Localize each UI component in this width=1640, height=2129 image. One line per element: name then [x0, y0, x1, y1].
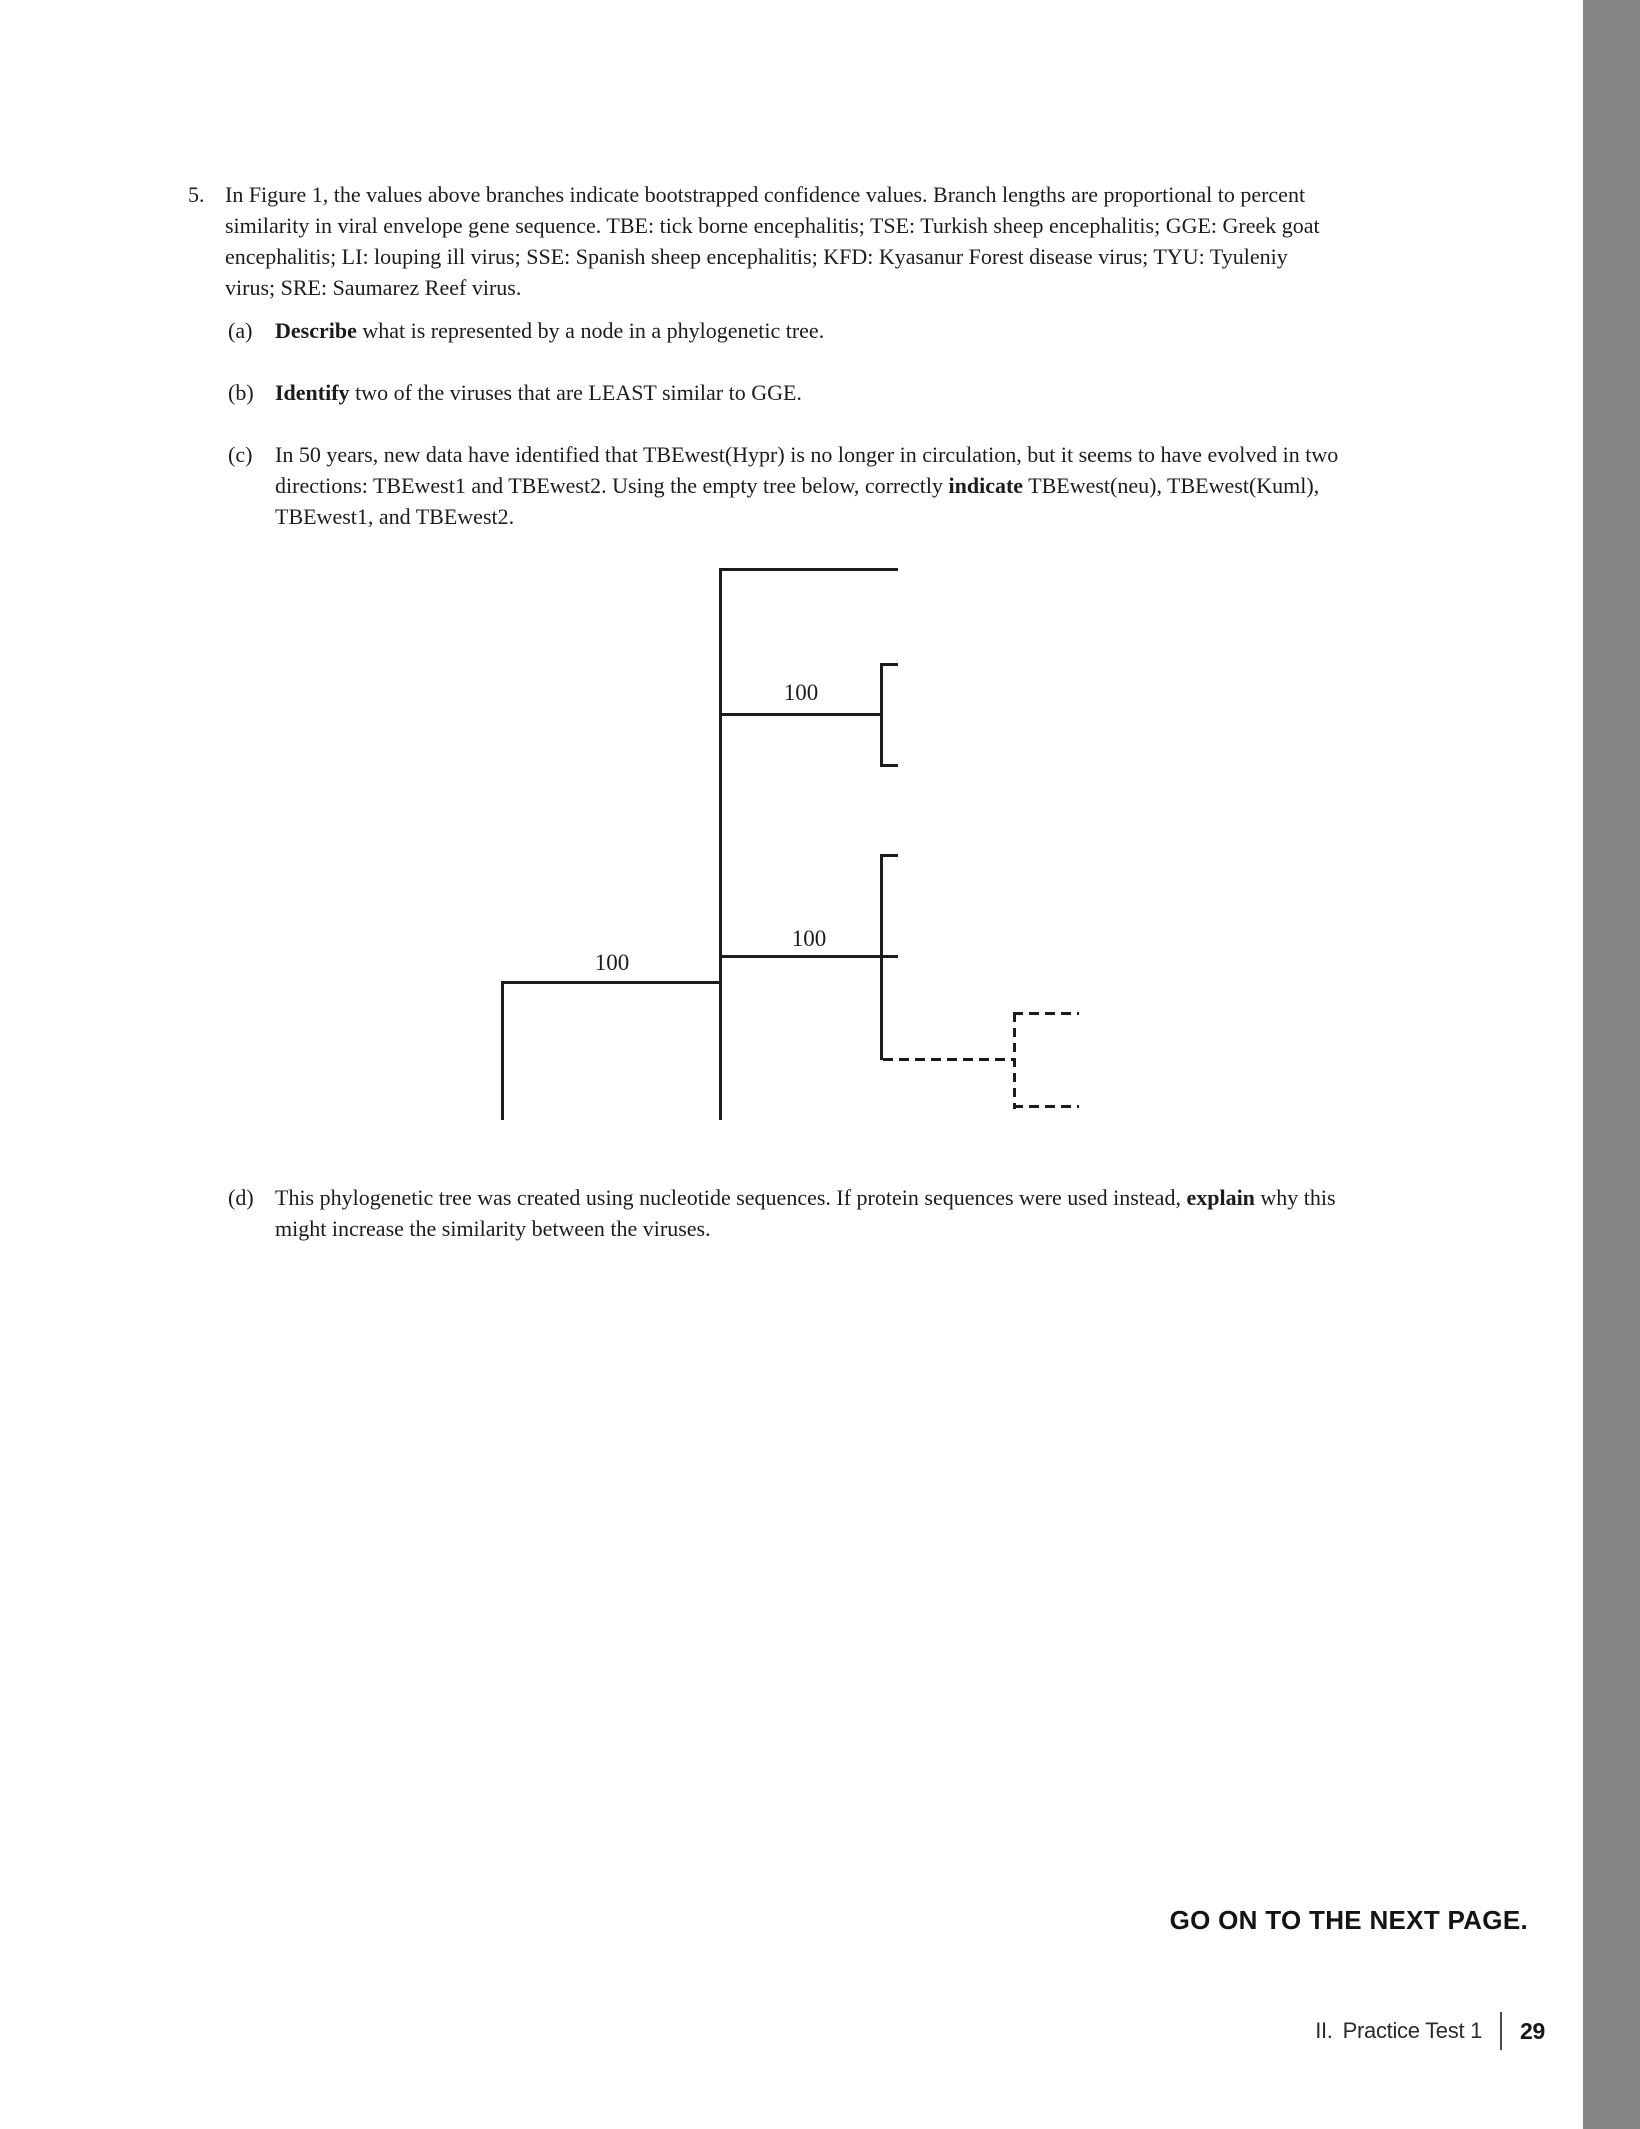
part-a-text: Describe what is represented by a node in a phylogenetic tree. [275, 318, 825, 343]
bootstrap-value-clade1: 100 [783, 680, 819, 705]
bootstrap-value-root: 100 [594, 950, 630, 975]
question-part-c [228, 439, 1540, 532]
footer-test-title: Practice Test 1 [1342, 2018, 1483, 2043]
question-part-d [228, 1182, 1540, 1244]
tree-clade1-branch [719, 713, 882, 716]
footer-section-label: II. [1315, 2018, 1333, 2043]
tree-clade2-bracket [880, 854, 883, 1060]
tree-clade1-bracket [880, 663, 883, 767]
part-b-text: Identify two of the viruses that are LEAST similar to GGE. [275, 380, 802, 405]
tree-dashed-branch [883, 1058, 1016, 1061]
part-c-label: (c) [228, 442, 253, 467]
section-badge: Section II [1402, 40, 1515, 70]
bootstrap-value-clade2: 100 [791, 926, 827, 951]
tree-main-vertical [719, 568, 722, 1120]
tree-clade2-top-tick [880, 854, 898, 857]
tree-dashed-bottom-tick [1013, 1105, 1079, 1108]
footer-divider [1500, 2012, 1502, 2050]
question-number: 5. [188, 182, 205, 207]
tree-root-vertical [501, 981, 504, 1120]
go-on-instruction: GO ON TO THE NEXT PAGE. [1169, 1905, 1528, 1935]
page-footer [1315, 2012, 1545, 2050]
part-d-label: (d) [228, 1185, 254, 1210]
part-d-text: This phylogenetic tree was created using nucleotide sequences. If protein sequences were used instead, explain why this might increase the similarity between the viruses. [275, 1185, 1336, 1241]
page-edge-bar [1583, 0, 1640, 2129]
part-a-label: (a) [228, 318, 253, 343]
part-c-text: In 50 years, new data have identified that TBEwest(Hypr) is no longer in circulation, but it seems to have evolved in two directions: TBEwest1 and TBEwest2. Using the empty tree below, correctly indicate TBEwest(neu), TBEwest(Kuml), TBEwest1, and TBEwest2. [275, 442, 1339, 529]
tree-clade1-top-tick [880, 663, 898, 666]
tree-clade1-bottom-tick [880, 764, 898, 767]
page-number: 29 [1520, 2017, 1545, 2044]
tree-clade2-branch [719, 955, 898, 958]
question-part-b [228, 377, 1540, 408]
part-b-label: (b) [228, 380, 254, 405]
tree-dashed-top-tick [1013, 1012, 1079, 1015]
question-part-a [228, 315, 1540, 346]
tree-top-leaf-branch [719, 568, 898, 571]
tree-dashed-bracket [1013, 1013, 1016, 1109]
tree-root-branch [501, 981, 722, 984]
question-intro: In Figure 1, the values above branches indicate bootstrapped confidence values. Branch lengths are proportional to percent similarity in viral envelope gene sequence. TBE: tick borne encephalitis; TSE: Turkish sheep encephalitis; GGE: Greek goat encephalitis; LI: louping ill virus; SSE: Spanish sheep encephalitis; KFD: Kyasanur Forest disease virus; TYU: Tyuleniy virus; SRE: Saumarez Reef virus. [225, 182, 1320, 300]
